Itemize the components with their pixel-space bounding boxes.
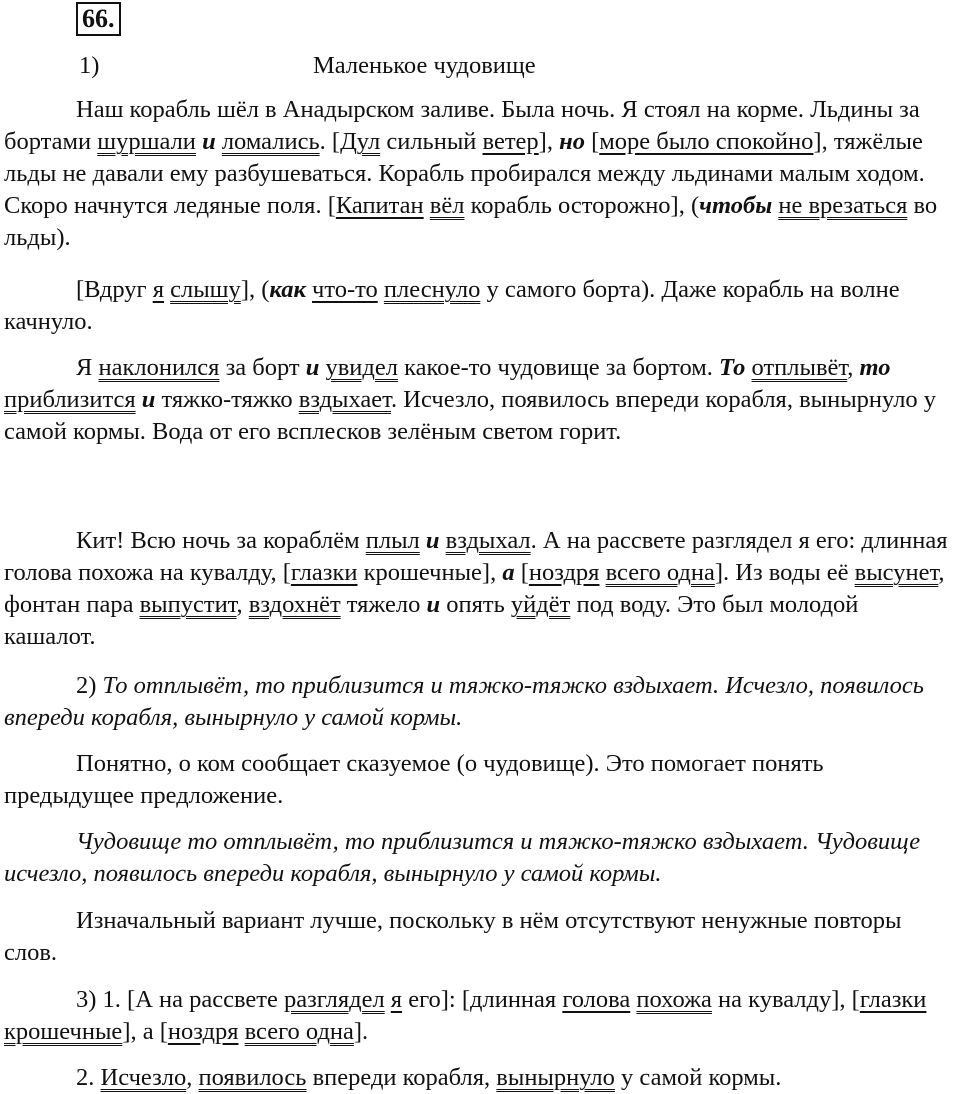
part3-sentence-1: 3) 1. [А на рассвете разглядел я его]: [длинная голова похожа на кувалду], [глазки крошечные], а [ноздря всего одна]. <box>4 986 927 1045</box>
part3-sentence-2: 2. Исчезло, появилось впереди корабля, вынырнуло у самой кормы. <box>76 1064 782 1091</box>
part1-label: 1) <box>79 52 100 79</box>
paragraph-3: Я наклонился за борт и увидел какое-то чудовище за бортом. То отплывёт, то приблизится и тяжко-тяжко вздыхает. Исчезло, появилось впереди корабля, вынырнуло у самой кормы. Вода от его всплесков зелёным светом горит. <box>4 354 937 445</box>
story-title: Маленькое чудовище <box>313 52 536 79</box>
paragraph-1: Наш корабль шёл в Анадырском заливе. Была ночь. Я стоял на корме. Льдины за бортами шуршали и ломались. [Дул сильный ветер], но [море было спокойно], тяжёлые льды не давали ему разбушеваться. Корабль пробирался между льдинами малым ходом. Скоро начнутся ледяные поля. [Капитан вёл корабль осторожно], (чтобы не врезаться во льды). <box>4 96 938 251</box>
part2-conclusion: Изначальный вариант лучше, поскольку в нём отсутствуют ненужные повторы слов. <box>4 907 902 966</box>
part2-explanation: Понятно, о ком сообщает сказуемое (о чудовище). Это помогает понять предыдущее предложение. <box>4 750 824 809</box>
part2-quote: 2) То отплывёт, то приблизится и тяжко-тяжко вздыхает. Исчезло, появилось впереди корабля, вынырнуло у самой кормы. <box>4 672 924 731</box>
paragraph-2: [Вдруг я слышу], (как что-то плеснуло у самого борта). Даже корабль на волне качнуло. <box>4 276 900 335</box>
task-number: 66. <box>76 2 121 36</box>
part2-variant: Чудовище то отплывёт, то приблизится и тяжко-тяжко вздыхает. Чудовище исчезло, появилось впереди корабля, вынырнуло у самой кормы. <box>4 828 921 887</box>
paragraph-4: Кит! Всю ночь за кораблём плыл и вздыхал. А на рассвете разглядел я его: длинная голова похожа на кувалду, [глазки крошечные], а [ноздря всего одна]. Из воды её высунет, фонтан пара выпустит, вздохнёт тяжело и опять уйдёт под воду. Это был молодой кашалот. <box>4 527 948 650</box>
